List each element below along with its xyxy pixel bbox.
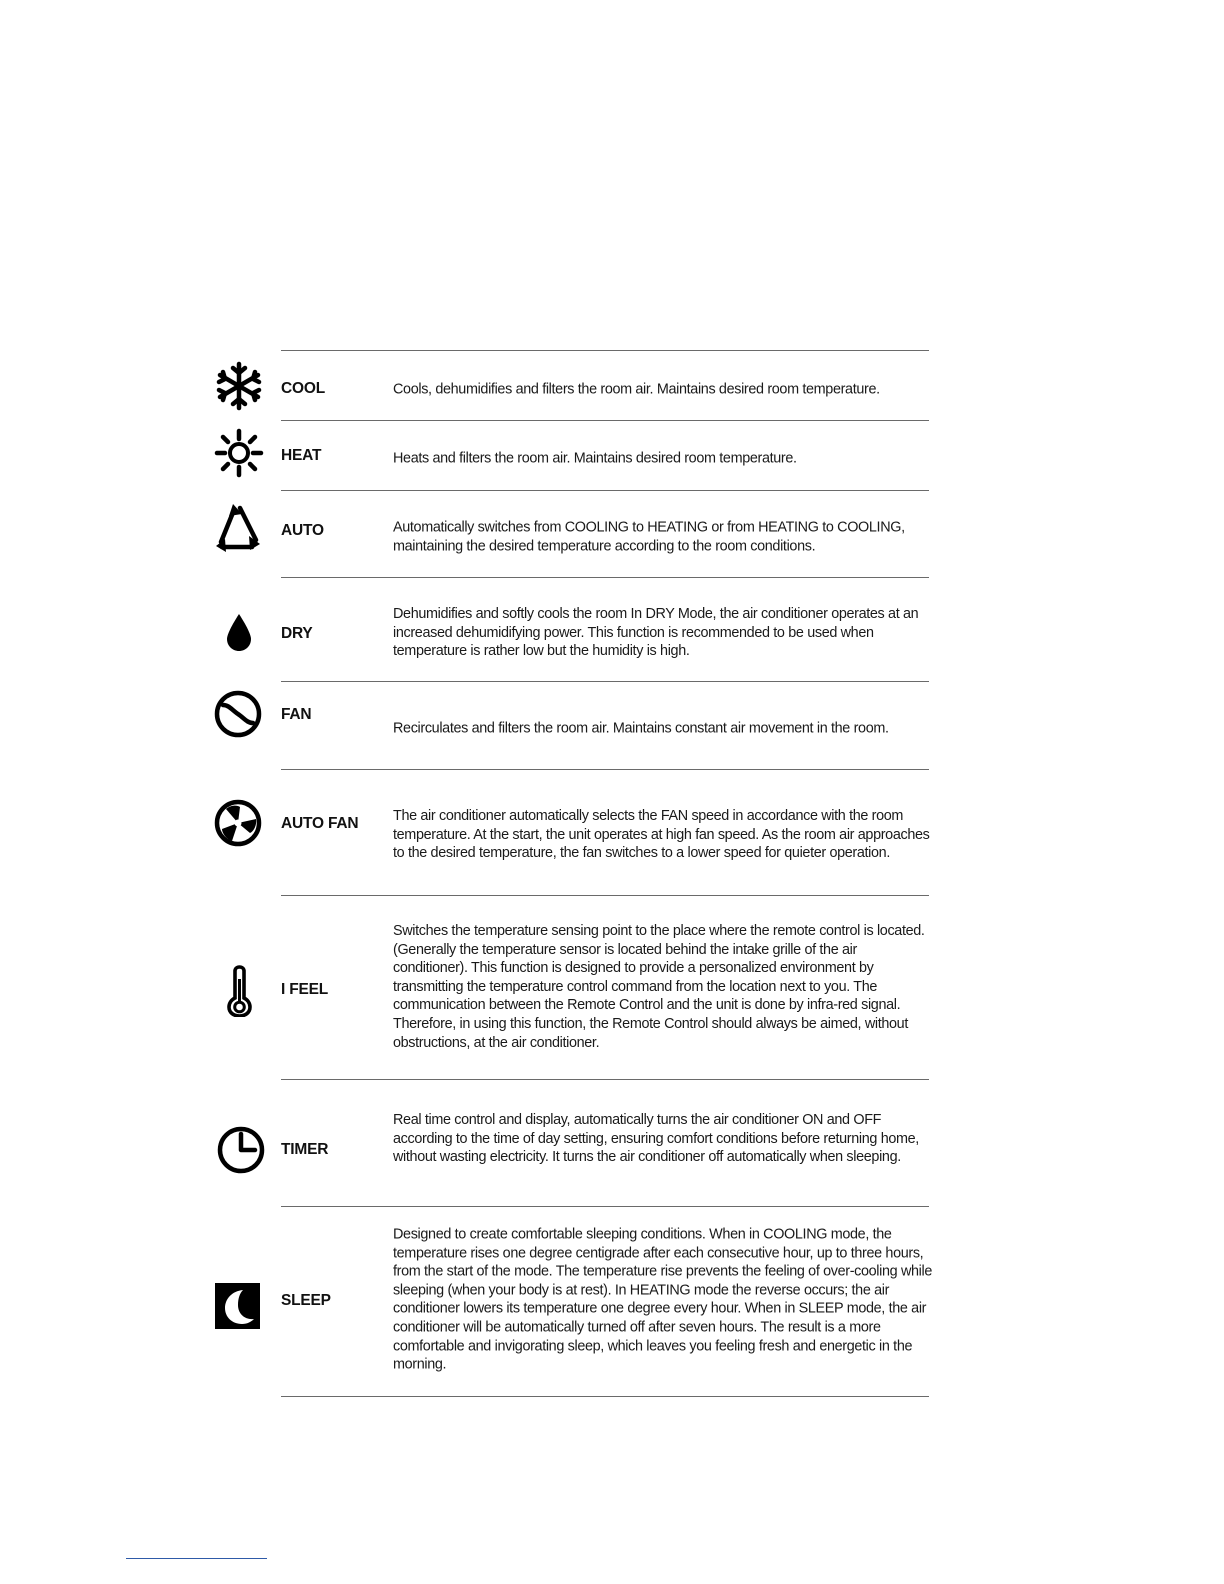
table-divider: [281, 577, 929, 578]
moon-icon: [213, 1281, 265, 1333]
table-divider: [281, 420, 929, 421]
water-drop-icon: [213, 608, 265, 660]
mode-description-fan: Recirculates and filters the room air. Maintains constant air movement in the room.: [393, 720, 889, 737]
table-divider: [281, 895, 929, 896]
mode-label-auto-fan: AUTO FAN: [281, 815, 359, 832]
mode-label-heat: HEAT: [281, 447, 322, 464]
mode-label-timer: TIMER: [281, 1141, 329, 1158]
mode-description-sleep: Designed to create comfortable sleeping conditions. When in COOLING mode, the temperature rises one degree centigrade after each consecutive hour, up to three hours, from the start of the mode. The temperature rise prevents the feeling of over-cooling while sleeping (when your body is at rest). In HEATING mode the reverse occurs; the air conditioner lowers its temperature one degree every hour. When in SLEEP mode, the air conditioner will be automatically turned off after seven hours. The result is a more comfortable and invigorating sleep, which leaves you feeling fresh and energetic in the morning.: [393, 1226, 933, 1373]
cycle-arrows-icon: [212, 502, 264, 554]
mode-description-timer: Real time control and display, automatically turns the air conditioner ON and OFF according to the time of day setting, ensuring comfort conditions before returning home, without wasting electricity. It turns the air conditioner off automatically when sleeping.: [393, 1112, 919, 1166]
mode-label-i-feel: I FEEL: [281, 981, 329, 998]
mode-label-auto: AUTO: [281, 522, 324, 539]
mode-description-auto-fan: The air conditioner automatically selects the FAN speed in accordance with the room temperature. At the start, the unit operates at high fan speed. As the room air approaches to the desired temperature, the fan switches to a lower speed for quieter operation.: [393, 808, 930, 862]
mode-description-cool: Cools, dehumidifies and filters the room air. Maintains desired room temperature.: [393, 381, 880, 398]
table-divider: [281, 681, 929, 682]
thermometer-icon: [214, 965, 266, 1017]
table-divider: [281, 1206, 929, 1207]
mode-description-i-feel: Switches the temperature sensing point to the place where the remote control is located. (Generally the temperature sensor is located behind the intake grille of the air conditioner). This function is designed to provide a personalized environment by transmitting the temperature control command from the location next to you. The communication between the Remote Control and the unit is done by infra-red signal. Therefore, in using this function, the Remote Control should always be aimed, without obstructions, at the air conditioner.: [393, 922, 925, 1051]
snowflake-icon: [213, 360, 265, 412]
clock-icon: [214, 1124, 266, 1176]
fan-blades-icon: [212, 797, 264, 849]
table-divider: [281, 490, 929, 491]
table-divider: [281, 1396, 929, 1397]
mode-label-cool: COOL: [281, 380, 325, 397]
table-divider: [281, 350, 929, 351]
sun-icon: [213, 428, 265, 480]
mode-description-dry: Dehumidifies and softly cools the room In DRY Mode, the air conditioner operates at an increased dehumidifying power. This function is recommended to be used when temperature is rather low but the humidity is high.: [393, 606, 919, 660]
footnote-separator: [126, 1558, 267, 1559]
mode-description-heat: Heats and filters the room air. Maintains desired room temperature.: [393, 450, 797, 467]
mode-description-auto: Automatically switches from COOLING to HEATING or from HEATING to COOLING, maintaining the desired temperature according to the room conditions.: [393, 519, 905, 554]
table-divider: [281, 1079, 929, 1080]
mode-label-dry: DRY: [281, 625, 313, 642]
mode-label-fan: FAN: [281, 706, 312, 723]
mode-label-sleep: SLEEP: [281, 1292, 331, 1309]
table-divider: [281, 769, 929, 770]
fan-circle-icon: [212, 688, 264, 740]
